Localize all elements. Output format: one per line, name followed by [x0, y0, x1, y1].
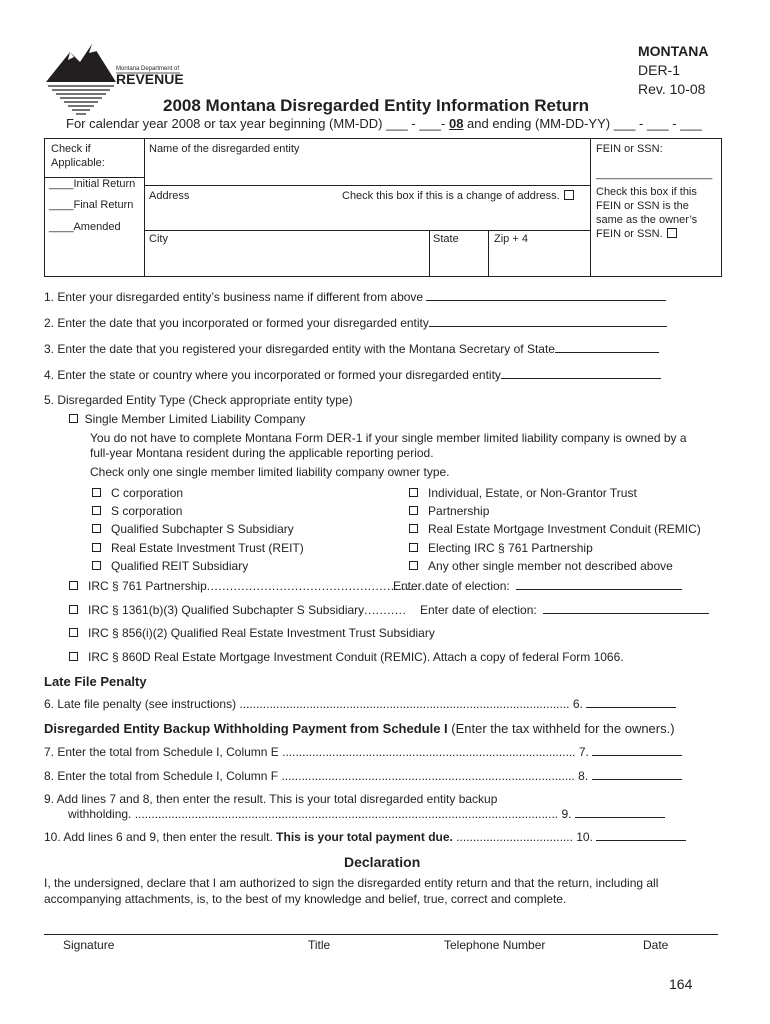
declaration-text-2: accompanying attachments, is, to the best of my knowledge and belief, true, correct and complete. [44, 892, 567, 906]
check-if-label: Check if Applicable: [51, 143, 105, 169]
tax-year-line [66, 116, 702, 131]
line-8-input[interactable] [592, 779, 682, 780]
note-line-2: full-year Montana resident during the applicable reporting period. [90, 446, 434, 460]
form-revision: Rev. 10-08 [638, 81, 706, 97]
owner-remic-checkbox [409, 524, 418, 533]
line-9-input[interactable] [575, 817, 665, 818]
irc-1361-election-input[interactable] [543, 613, 709, 614]
title-label: Title [308, 938, 331, 952]
line-5: 5. Disregarded Entity Type (Check appropriate entity type) [44, 393, 353, 407]
note-line-3: Check only one single member limited liability company owner type. [90, 465, 450, 479]
agency-line1: Montana Department of [116, 66, 180, 72]
line-3-input[interactable] [555, 352, 659, 353]
penalty-heading: Late File Penalty [44, 674, 147, 689]
owner-qrs[interactable]: Qualified REIT Subsidiary [92, 559, 248, 573]
irc-1361-option[interactable]: IRC § 1361(b)(3) Qualified Subchapter S Subsidiary........... [69, 603, 406, 617]
line-6: 6. Late file penalty (see instructions) ................................................................................................... 6. [44, 697, 676, 711]
agency-line2: REVENUE [116, 71, 184, 87]
owner-other[interactable]: Any other single member not described above [409, 559, 673, 573]
fein-same-checkbox[interactable] [667, 228, 677, 238]
line-4: 4. Enter the state or country where you incorporated or formed your disregarded entity [44, 368, 661, 382]
line-1-input[interactable] [426, 300, 666, 301]
smllc-option[interactable]: Single Member Limited Liability Company [69, 412, 305, 426]
owner-other-checkbox [409, 561, 418, 570]
declaration-text-1: I, the undersigned, declare that I am authorized to sign the disregarded entity return and that the return, including all [44, 876, 659, 890]
line-9a: 9. Add lines 7 and 8, then enter the result. This is your total disregarded entity backup [44, 792, 498, 806]
entity-info-box [44, 138, 722, 277]
owner-reit[interactable]: Real Estate Investment Trust (REIT) [92, 541, 304, 555]
tax-year-suffix: and ending (MM-DD-YY) ___ - ___ - ___ [463, 116, 702, 131]
city-label: City [149, 233, 168, 245]
address-label: Address [149, 190, 190, 202]
withholding-heading: Disregarded Entity Backup Withholding Payment from Schedule I (Enter the tax withheld for the owners.) [44, 721, 675, 736]
zip-label: Zip + 4 [494, 233, 528, 245]
initial-return-field[interactable]: ____Initial Return [49, 178, 136, 190]
owner-partnership[interactable]: Partnership [409, 504, 489, 518]
irc-860-option[interactable]: IRC § 860D Real Estate Mortgage Investment Conduit (REMIC). Attach a copy of federal Form 1066. [69, 650, 624, 664]
line-3: 3. Enter the date that you registered your disregarded entity with the Montana Secretary of State [44, 342, 659, 356]
line-2-input[interactable] [429, 326, 667, 327]
owner-qsss[interactable]: Qualified Subchapter S Subsidiary [92, 522, 294, 536]
line-7: 7. Enter the total from Schedule I, Column E ........................................................................................ 7. [44, 745, 682, 759]
form-title: 2008 Montana Disregarded Entity Information Return [163, 96, 590, 115]
line-7-input[interactable] [592, 755, 682, 756]
line-8: 8. Enter the total from Schedule I, Column F ........................................................................................ 8. [44, 769, 682, 783]
address-change-label [342, 189, 574, 203]
fein-label: FEIN or SSN: [596, 143, 663, 155]
fein-blank[interactable]: ___________________ [596, 168, 713, 180]
tax-year-prefix: For calendar year 2008 or tax year beginning (MM-DD) ___ - ___- [66, 116, 449, 131]
fein-same-label [596, 185, 716, 241]
owner-remic[interactable]: Real Estate Mortgage Investment Conduit (REMIC) [409, 522, 701, 536]
page-number: 164 [669, 976, 693, 992]
owner-electing-761-checkbox [409, 543, 418, 552]
form-id: DER-1 [638, 62, 681, 78]
line-2: 2. Enter the date that you incorporated or formed your disregarded entity [44, 316, 667, 330]
owner-s-corp-checkbox [92, 506, 101, 515]
owner-reit-checkbox [92, 543, 101, 552]
irc-761-checkbox [69, 581, 78, 590]
irc-761-option[interactable]: IRC § 761 Partnership......................................................... [69, 579, 425, 593]
line-6-input[interactable] [586, 707, 676, 708]
irc-1361-checkbox [69, 605, 78, 614]
address-change-checkbox[interactable] [564, 190, 574, 200]
owner-individual[interactable]: Individual, Estate, or Non-Grantor Trust [409, 486, 637, 500]
note-line-1: You do not have to complete Montana Form DER-1 if your single member limited liability company is owned by a [90, 431, 687, 445]
declaration-heading: Declaration [344, 854, 421, 870]
entity-name-label: Name of the disregarded entity [149, 143, 300, 155]
line-1: 1. Enter your disregarded entity’s business name if different from above [44, 290, 666, 304]
state-label: State [433, 233, 459, 245]
signature-label: Signature [63, 938, 115, 952]
final-return-field[interactable]: ____Final Return [49, 199, 134, 211]
owner-qrs-checkbox [92, 561, 101, 570]
owner-s-corp[interactable]: S corporation [92, 504, 182, 518]
irc-1361-election: Enter date of election: [420, 603, 709, 617]
owner-c-corp[interactable]: C corporation [92, 486, 183, 500]
owner-partnership-checkbox [409, 506, 418, 515]
irc-856-checkbox [69, 628, 78, 637]
date-label: Date [643, 938, 669, 952]
amended-field[interactable]: ____Amended [49, 221, 121, 233]
irc-860-checkbox [69, 652, 78, 661]
line-10-input[interactable] [596, 840, 686, 841]
address-change-text: Check this box if this is a change of address. [342, 190, 560, 202]
tax-year-year: 08 [448, 116, 464, 131]
signature-line[interactable] [44, 934, 718, 935]
line-9b: withholding. ............................................................................................................................... 9. [68, 807, 665, 821]
irc-761-election: Enter date of election: [393, 579, 682, 593]
owner-c-corp-checkbox [92, 488, 101, 497]
smllc-checkbox [69, 414, 78, 423]
owner-electing-761[interactable]: Electing IRC § 761 Partnership [409, 541, 593, 555]
fein-same-text: Check this box if this FEIN or SSN is the same as the owner’s FEIN or SSN. [596, 186, 698, 240]
phone-label: Telephone Number [444, 938, 546, 952]
line-10: 10. Add lines 6 and 9, then enter the result. This is your total payment due. ................................... 10. [44, 830, 686, 844]
owner-individual-checkbox [409, 488, 418, 497]
line-4-input[interactable] [501, 378, 661, 379]
owner-qsss-checkbox [92, 524, 101, 533]
irc-856-option[interactable]: IRC § 856(i)(2) Qualified Real Estate Investment Trust Subsidiary [69, 626, 435, 640]
state-name: MONTANA [638, 43, 709, 59]
irc-761-election-input[interactable] [516, 589, 682, 590]
